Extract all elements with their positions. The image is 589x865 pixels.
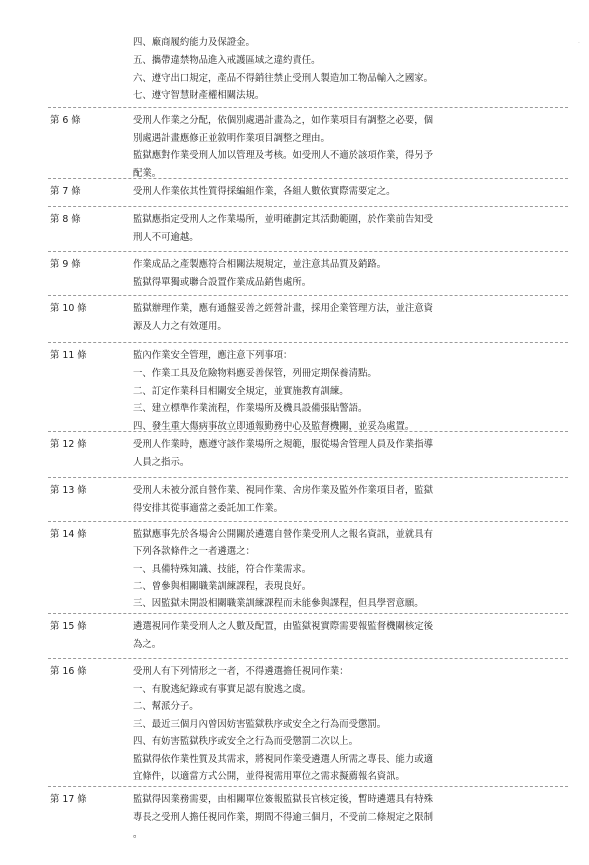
article-line: 受刑人有下列情形之一者，不得遴選擔任視同作業： — [133, 666, 349, 677]
article-number: 第 10 條 — [50, 303, 87, 314]
article-line: 受刑人作業依其性質得採編組作業，各組人數依實際需要定之。 — [133, 186, 396, 197]
article-line: 刑人不可逾越。 — [133, 231, 199, 243]
article-line: 遴選視同作業受刑人之人數及配置，由監獄視實際需要報監督機關核定後 — [133, 621, 434, 632]
article-separator — [48, 786, 568, 787]
article-separator — [48, 251, 568, 252]
lead-item: 五、攜帶違禁物品進入戒護區域之違約責任。 — [133, 55, 321, 66]
article-line: 作業成品之產製應符合相關法規規定，並注意其品質及銷路。 — [133, 259, 387, 270]
article-line: 受刑人作業時，應遵守該作業場所之規範，服從場舍管理人員及作業指導 — [133, 439, 434, 450]
article-line: 一、具備特殊知識、技能，符合作業需求。 — [133, 563, 312, 575]
article-body — [133, 484, 573, 519]
article-separator — [48, 206, 568, 207]
article-number: 第 16 條 — [50, 666, 87, 677]
article-line: 監獄應指定受刑人之作業場所，並明確劃定其活動範圍，於作業前告知受 — [133, 214, 434, 225]
article-line: 監獄應對作業受刑人加以管理及考核。如受刑人不適於該項作業，得另予 — [133, 150, 434, 161]
article-line: 一、作業工具及危險物料應妥善保管，列冊定期保養清點。 — [133, 367, 377, 379]
article-line: 二、幫派分子。 — [133, 701, 199, 712]
article-line: 受刑人作業之分配，依個別處遇計畫為之，如作業項目有調整之必要，個 — [133, 115, 434, 126]
article-line: 四、發生重大傷病事故立即通報勤務中心及監督機關，並妥為處置。 — [133, 421, 415, 433]
article-separator — [48, 178, 568, 179]
article-number: 第 7 條 — [50, 186, 81, 197]
article-body — [133, 213, 573, 248]
scan-speck: · — [578, 40, 580, 47]
article-line: 人員之指示。 — [133, 456, 190, 468]
lead-item: 七、遵守智慧財產權相關法規。 — [133, 90, 265, 101]
article-separator — [48, 342, 568, 343]
article-line: 受刑人未被分派自營作業、視同作業、舍房作業及監外作業項目者，監獄 — [133, 485, 434, 496]
article-body — [133, 665, 573, 788]
article-number: 第 14 條 — [50, 529, 87, 540]
article-line: 二、曾參與相關職業訓練課程，表現良好。 — [133, 580, 312, 592]
article-number: 第 13 條 — [50, 485, 87, 496]
article-number: 第 11 條 — [50, 350, 87, 361]
article-line: 三、因監獄未開設相關職業訓練課程而未能參與課程，但具學習意願。 — [133, 598, 424, 610]
article-line: 為之。 — [133, 638, 162, 650]
article-body — [133, 302, 573, 337]
article-separator — [48, 477, 568, 478]
article-body — [133, 349, 573, 438]
article-line: 下列各款條件之一者遴選之： — [133, 546, 255, 558]
article-body — [133, 114, 573, 184]
article-number: 第 6 條 — [50, 115, 81, 126]
article-line: 監獄辦理作業，應有通盤妥善之經營計畫，採用企業管理方法，並注意資 — [133, 303, 434, 314]
lead-item: 六、遵守出口規定，產品不得銷往禁止受刑人製造加工物品輸入之國家。 — [133, 73, 434, 84]
article-separator — [48, 107, 568, 108]
article-separator — [48, 431, 568, 432]
article-line: 宜條件，以適當方式公開，並得視需用單位之需求擬薦報名資訊。 — [133, 771, 405, 782]
article-separator — [48, 521, 568, 522]
article-separator — [48, 658, 568, 659]
article-number: 第 15 條 — [50, 621, 87, 632]
lead-item: 四、廠商履約能力及保證金。 — [133, 37, 255, 48]
article-line: 監獄得因業務需要，由相關單位簽報監獄長官核定後，暫時遴選具有特殊 — [133, 794, 434, 805]
article-line: 得安排其從事適當之委託加工作業。 — [133, 502, 284, 514]
article-number: 第 8 條 — [50, 214, 81, 225]
article-line: 。 — [133, 829, 143, 840]
article-line: 監獄應事先於各場舍公開關於遴選自營作業受刑人之報名資訊，並就具有 — [133, 529, 434, 540]
article-body — [133, 793, 573, 846]
article-body — [133, 528, 573, 614]
article-line: 二、訂定作業科目相關安全規定，並實施教育訓練。 — [133, 385, 349, 397]
article-number: 第 9 條 — [50, 259, 81, 270]
article-body — [133, 185, 573, 203]
article-line: 監內作業安全管理，應注意下列事項： — [133, 350, 293, 361]
article-body — [133, 620, 573, 655]
article-line: 四、有妨害監獄秩序或安全之行為而受懲罰二次以上。 — [133, 736, 359, 747]
article-number: 第 12 條 — [50, 439, 87, 450]
article-line: 監獄得單獨或聯合設置作業成品銷售處所。 — [133, 276, 312, 288]
article-separator — [48, 613, 568, 614]
article-line: 監獄得依作業性質及其需求，將視同作業受遴選人所需之專長、能力或適 — [133, 753, 434, 765]
article-separator — [48, 295, 568, 296]
article-line: 三、建立標準作業流程，作業場所及機具設備張貼警語。 — [133, 403, 368, 415]
article-line: 三、最近三個月內曾因妨害監獄秩序或安全之行為而受懲罰。 — [133, 718, 387, 730]
article-line: 別處遇計畫應修正並敘明作業項目調整之理由。 — [133, 132, 330, 144]
article-line: 一、有脫逃紀錄或有事實足認有脫逃之虞。 — [133, 683, 312, 695]
article-body — [133, 258, 573, 293]
article-number: 第 17 條 — [50, 794, 87, 805]
article-body — [133, 438, 573, 473]
article-line: 專長之受刑人擔任視同作業，期間不得逾三個月，不受前二條規定之限制 — [133, 811, 434, 823]
article-line: 配業。 — [133, 167, 162, 179]
article-line: 源及人力之有效運用。 — [133, 320, 227, 332]
